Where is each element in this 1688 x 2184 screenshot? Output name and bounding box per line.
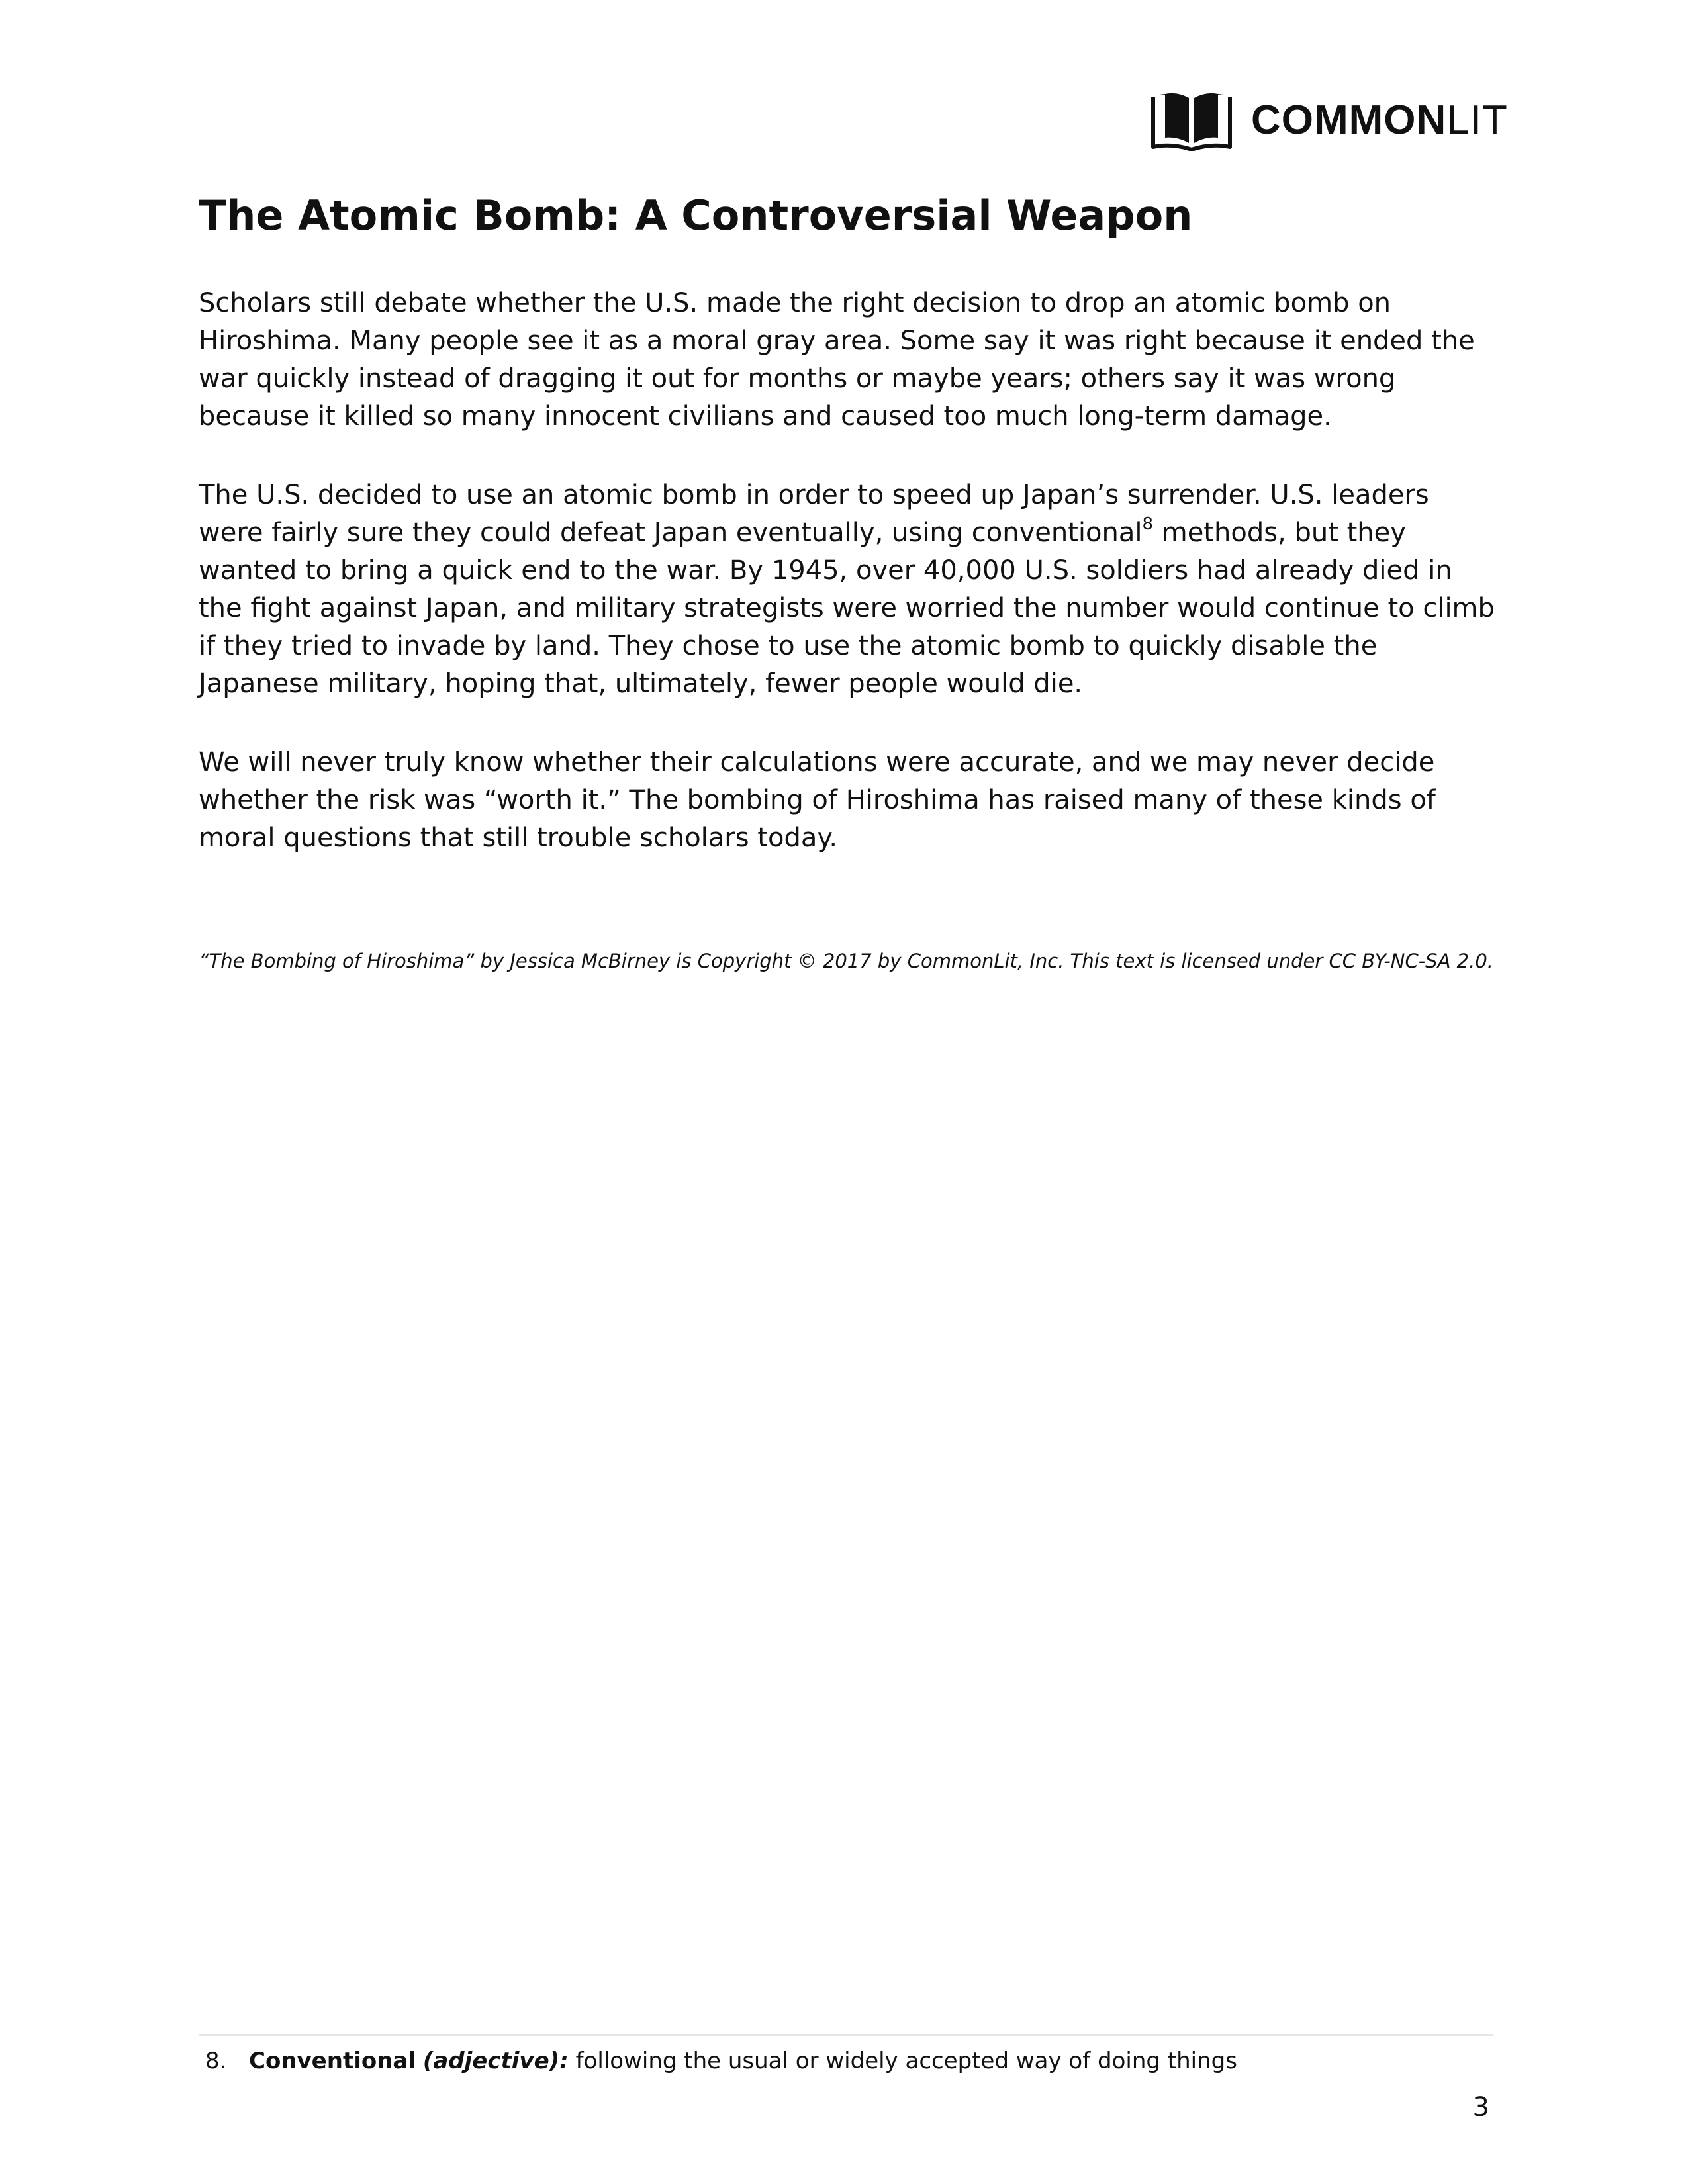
footnote-reference-8: 8 (1142, 514, 1154, 534)
commonlit-logo (1150, 90, 1508, 151)
open-book-icon (1150, 90, 1233, 151)
logo-wordmark (1251, 90, 1508, 151)
article-title: The Atomic Bomb: A Controversial Weapon (199, 191, 1193, 240)
logo-wordmark-strong: COMMON (1251, 97, 1447, 143)
footnote-8 (199, 2045, 1493, 2077)
paragraph-2-text-after: methods, but they wanted to bring a quick end to the war. By 1945, over 40,000 U.S. soldiers had already died in the fight against Japan, and military strategists were worried the number would continue to climb if they tried to invade by land. They chose to use the atomic bomb to quickly disable the Japanese military, hoping that, ultimately, fewer people would die. (199, 518, 1495, 699)
footnote-part-of-speech: (adjective): (422, 2048, 569, 2074)
paragraph-2 (199, 477, 1496, 703)
page-number: 3 (1472, 2092, 1489, 2122)
footnote-divider (199, 2034, 1493, 2036)
footnote-definition: following the usual or widely accepted way of doing things (568, 2048, 1237, 2074)
paragraph-2-text-before: The U.S. decided to use an atomic bomb in order to speed up Japan’s surrender. U.S. leaders were fairly sure they could defeat Japan eventually, using conventional (199, 480, 1429, 548)
paragraph-3: We will never truly know whether their calculations were accurate, and we may never decide whether the risk was “worth it.” The bombing of Hiroshima has raised many of these kinds of moral questions that still trouble scholars today. (199, 747, 1436, 853)
logo-wordmark-light: LIT (1446, 97, 1508, 143)
copyright-citation: “The Bombing of Hiroshima” by Jessica McBirney is Copyright © 2017 by CommonLit, Inc. This text is licensed under CC BY-NC-SA 2.0. (199, 950, 1493, 972)
footnote-number: 8. (205, 2048, 227, 2074)
footnote-term: Conventional (249, 2048, 416, 2074)
paragraph-1: Scholars still debate whether the U.S. made the right decision to drop an atomic bomb on Hiroshima. Many people see it as a moral gray area. Some say it was right because it ended the war quickly instead of dragging it out for months or maybe years; others say it was wrong because it killed so many innocent civilians and caused too much long-term damage. (199, 288, 1475, 432)
